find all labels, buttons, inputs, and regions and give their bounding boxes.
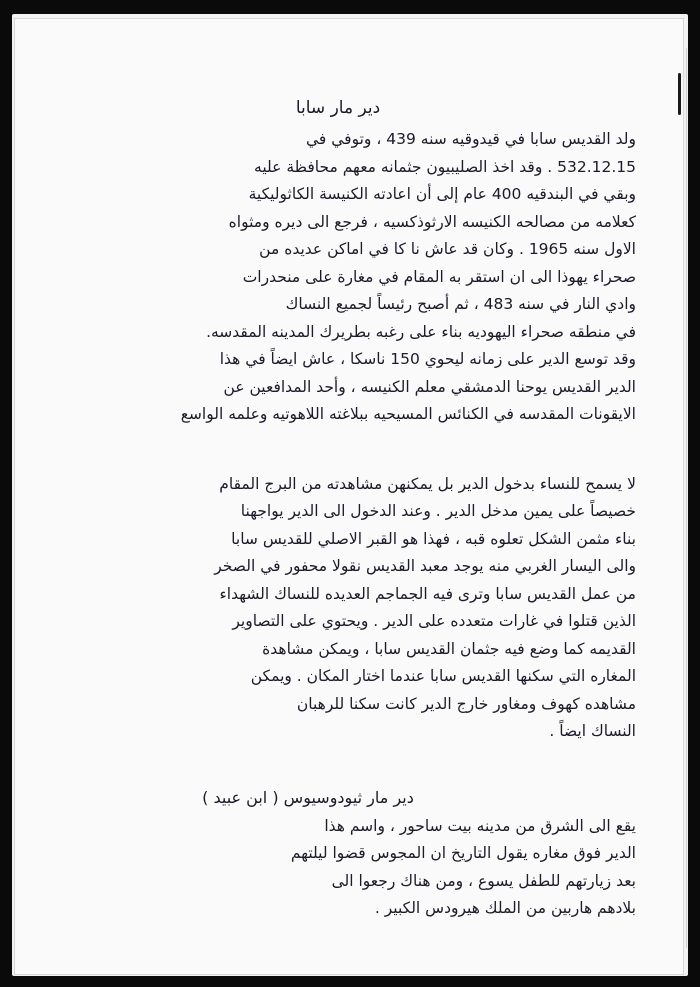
paragraph-2-line: القديمه كما وضع فيه جثمان القديس سابا ، ويمكن مشاهدة [262,639,636,658]
paragraph-2-line: النساك ايضاً . [549,722,636,740]
paragraph-1-line: كعلامه من مصالحه الكنيسه الارثوذكسيه ، فرجع الى ديره ومثواه [228,212,636,231]
paragraph-3-line: الدير فوق مغاره يقول التاريخ ان المجوس قضوا ليلتهم [290,844,636,862]
paragraph-1-line: وادي النار في سنه 483 ، ثم أصبح رئيساً لجميع النساك [285,295,636,313]
paragraph-1-line: 532.12.15 . وقد اخذ الصليبيون جثمانه معهم محافظة عليه [254,157,636,176]
paragraph-1-line: الاول سنه 1965 . وكان قد عاش نا كا في اماكن عديده من [259,240,636,258]
paragraph-1-line: صحراء يهوذا الى ان استقر به المقام في مغارة على منحدرات [242,267,636,286]
paragraph-gap [40,746,636,788]
paragraph-2 [40,471,636,746]
paragraph-2-line: المغاره التي سكنها القديس سابا عندما اختار المكان . ويمكن [250,667,636,685]
paragraph-3-line: يقع الى الشرق من مدينه بيت ساحور ، واسم هذا [324,816,636,835]
paragraph-1-line: ولد القديس سابا في قيدوقيه سنه 439 ، وتوفي في [306,130,636,148]
paragraph-2-line: خصيصاً على يمين مدخل الدير . وعند الدخول الى الدير يواجهنا [240,502,636,520]
paragraph-2-line: بناء مثمن الشكل تعلوه قبه ، فهذا هو القبر الاصلي للقديس سابا [231,529,636,548]
page-edge-line [686,48,687,948]
paragraph-3-line: بلادهم هاربين من الملك هيرودس الكبير . [374,899,636,917]
binder-clip-mark [678,73,681,115]
paragraph-2-line: من عمل القديس سابا وترى فيه الجماجم العديده للنساك الشهداء [219,584,636,603]
paragraph-2-line: مشاهده كهوف ومغاور خارج الدير كانت سكنا للرهبان [296,694,636,713]
paragraph-gap [40,429,636,471]
paragraph-3-line: بعد زيارتهم للطفل يسوع ، ومن هناك رجعوا الى [331,871,636,890]
paragraph-1 [40,126,636,429]
paragraph-1-line: الايقونات المقدسه في الكنائس المسيحيه ببلاغته اللاهوتيه وعلمه الواسع [180,405,636,423]
paragraph-2-line: لا يسمح للنساء بدخول الدير بل يمكنهن مشاهدته من البرج المقام [219,474,636,493]
section-subtitle: دير مار ثيودوسيوس ( ابن عبيد ) [202,787,414,807]
paragraph-1-line: وبقي في البندقيه 400 عام إلى أن اعادته الكنيسة الكاثوليكية [248,185,636,203]
paragraph-1-line: الدير القديس يوحنا الدمشقي معلم الكنيسه ، وأحد المدافعين عن [223,377,636,396]
paragraph-1-line: وقد توسع الدير على زمانه ليحوي 150 ناسكا ، عاش ايضاً في هذا [219,350,636,368]
document-body [40,98,636,923]
paragraph-3 [40,813,636,923]
document-title: دير مار سابا [295,98,381,118]
paragraph-2-line: الذين قتلوا في غارات متعدده على الدير . ويحتوي على التصاوير [232,612,636,630]
paragraph-1-line: في منطقه صحراء اليهوديه بناء على رغبه بطريرك المدينه المقدسه. [206,322,636,341]
paragraph-2-line: والى اليسار الغربي منه يوجد معبد القديس نقولا محفور في الصخر [214,557,636,575]
